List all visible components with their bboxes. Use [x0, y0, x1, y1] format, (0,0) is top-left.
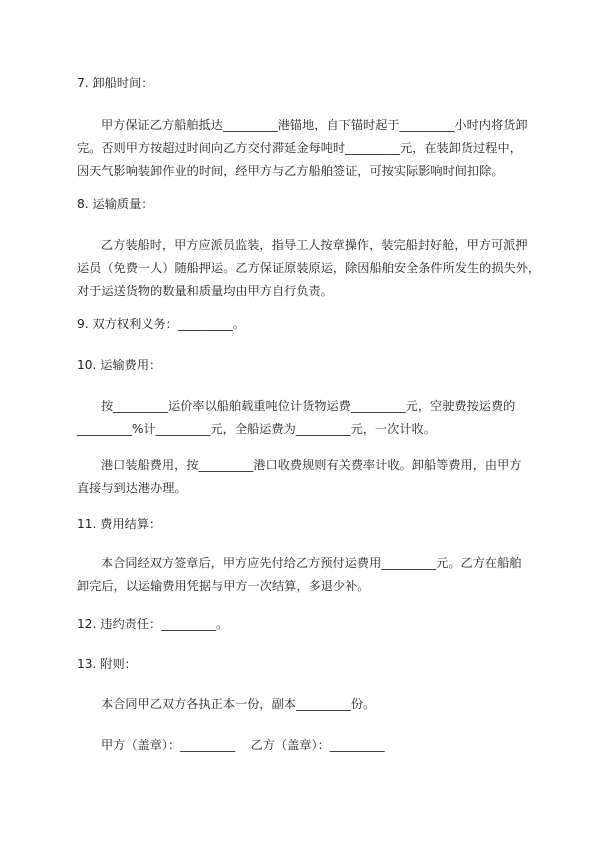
section-7-line-1: 甲方保证乙方船舶抵达_________港锚地，自下锚时起于_________小时内将货卸 — [101, 118, 528, 132]
section-13-paragraph — [77, 693, 523, 716]
section-10-p1-line-2: _________%计_________元，全船运费为_________元，一次计收。 — [77, 422, 436, 436]
section-9-heading: 9. 双方权利义务：_________。 — [77, 317, 245, 331]
section-10-paragraph-2 — [77, 454, 523, 500]
section-11-heading: 11. 费用结算： — [77, 517, 162, 531]
section-7-line-3: 因天气影响装卸作业的时间，经甲方与乙方船舶签证，可按实际影响时间扣除。 — [77, 164, 504, 178]
section-8-paragraph — [77, 234, 541, 303]
section-7-line-2: 完。否则甲方按超过时间向乙方交付滞延金每吨时_________元，在装卸货过程中， — [77, 141, 522, 155]
section-8-heading: 8. 运输质量： — [77, 197, 154, 211]
section-13-heading: 13. 附则： — [77, 657, 137, 671]
section-8-line-3: 对于运送货物的数量和质量均由甲方自行负责。 — [77, 284, 333, 298]
section-10-heading: 10. 运输费用： — [77, 358, 162, 372]
section-10-paragraph-1 — [77, 395, 523, 441]
section-8-line-1: 乙方装船时，甲方应派员监装，指导工人按章操作，装完船封好舱，甲方可派押 — [101, 238, 528, 252]
section-7-heading: 7. 卸船时间： — [77, 76, 154, 90]
section-13-line-1: 本合同甲乙双方各执正本一份，副本_________份。 — [101, 697, 376, 711]
section-10-p2-line-2: 直接与到达港办理。 — [77, 481, 187, 495]
section-11-line-1: 本合同经双方签章后，甲方应先付给乙方预付运费用_________元。乙方在船舶 — [101, 556, 522, 570]
signature-line — [77, 734, 523, 757]
section-11-line-2: 卸完后，以运输费用凭据与甲方一次结算，多退少补。 — [77, 579, 370, 593]
section-11-paragraph — [77, 552, 523, 598]
signature-text: 甲方（盖章）：_________ 乙方（盖章）：_________ — [101, 738, 385, 752]
section-10-p1-line-1: 按_________运价率以船舶载重吨位计货物运费_________元，空驶费按运费的 — [101, 399, 516, 413]
section-10-p2-line-1: 港口装船费用，按_________港口收费规则有关费率计收。卸船等费用，由甲方 — [101, 458, 522, 472]
section-12-heading: 12. 违约责任：_________。 — [77, 617, 229, 631]
section-8-line-2: 运员（免费一人）随船押运。乙方保证原装原运，除因船舶安全条件所发生的损失外， — [77, 261, 541, 275]
section-7-paragraph — [77, 114, 528, 183]
